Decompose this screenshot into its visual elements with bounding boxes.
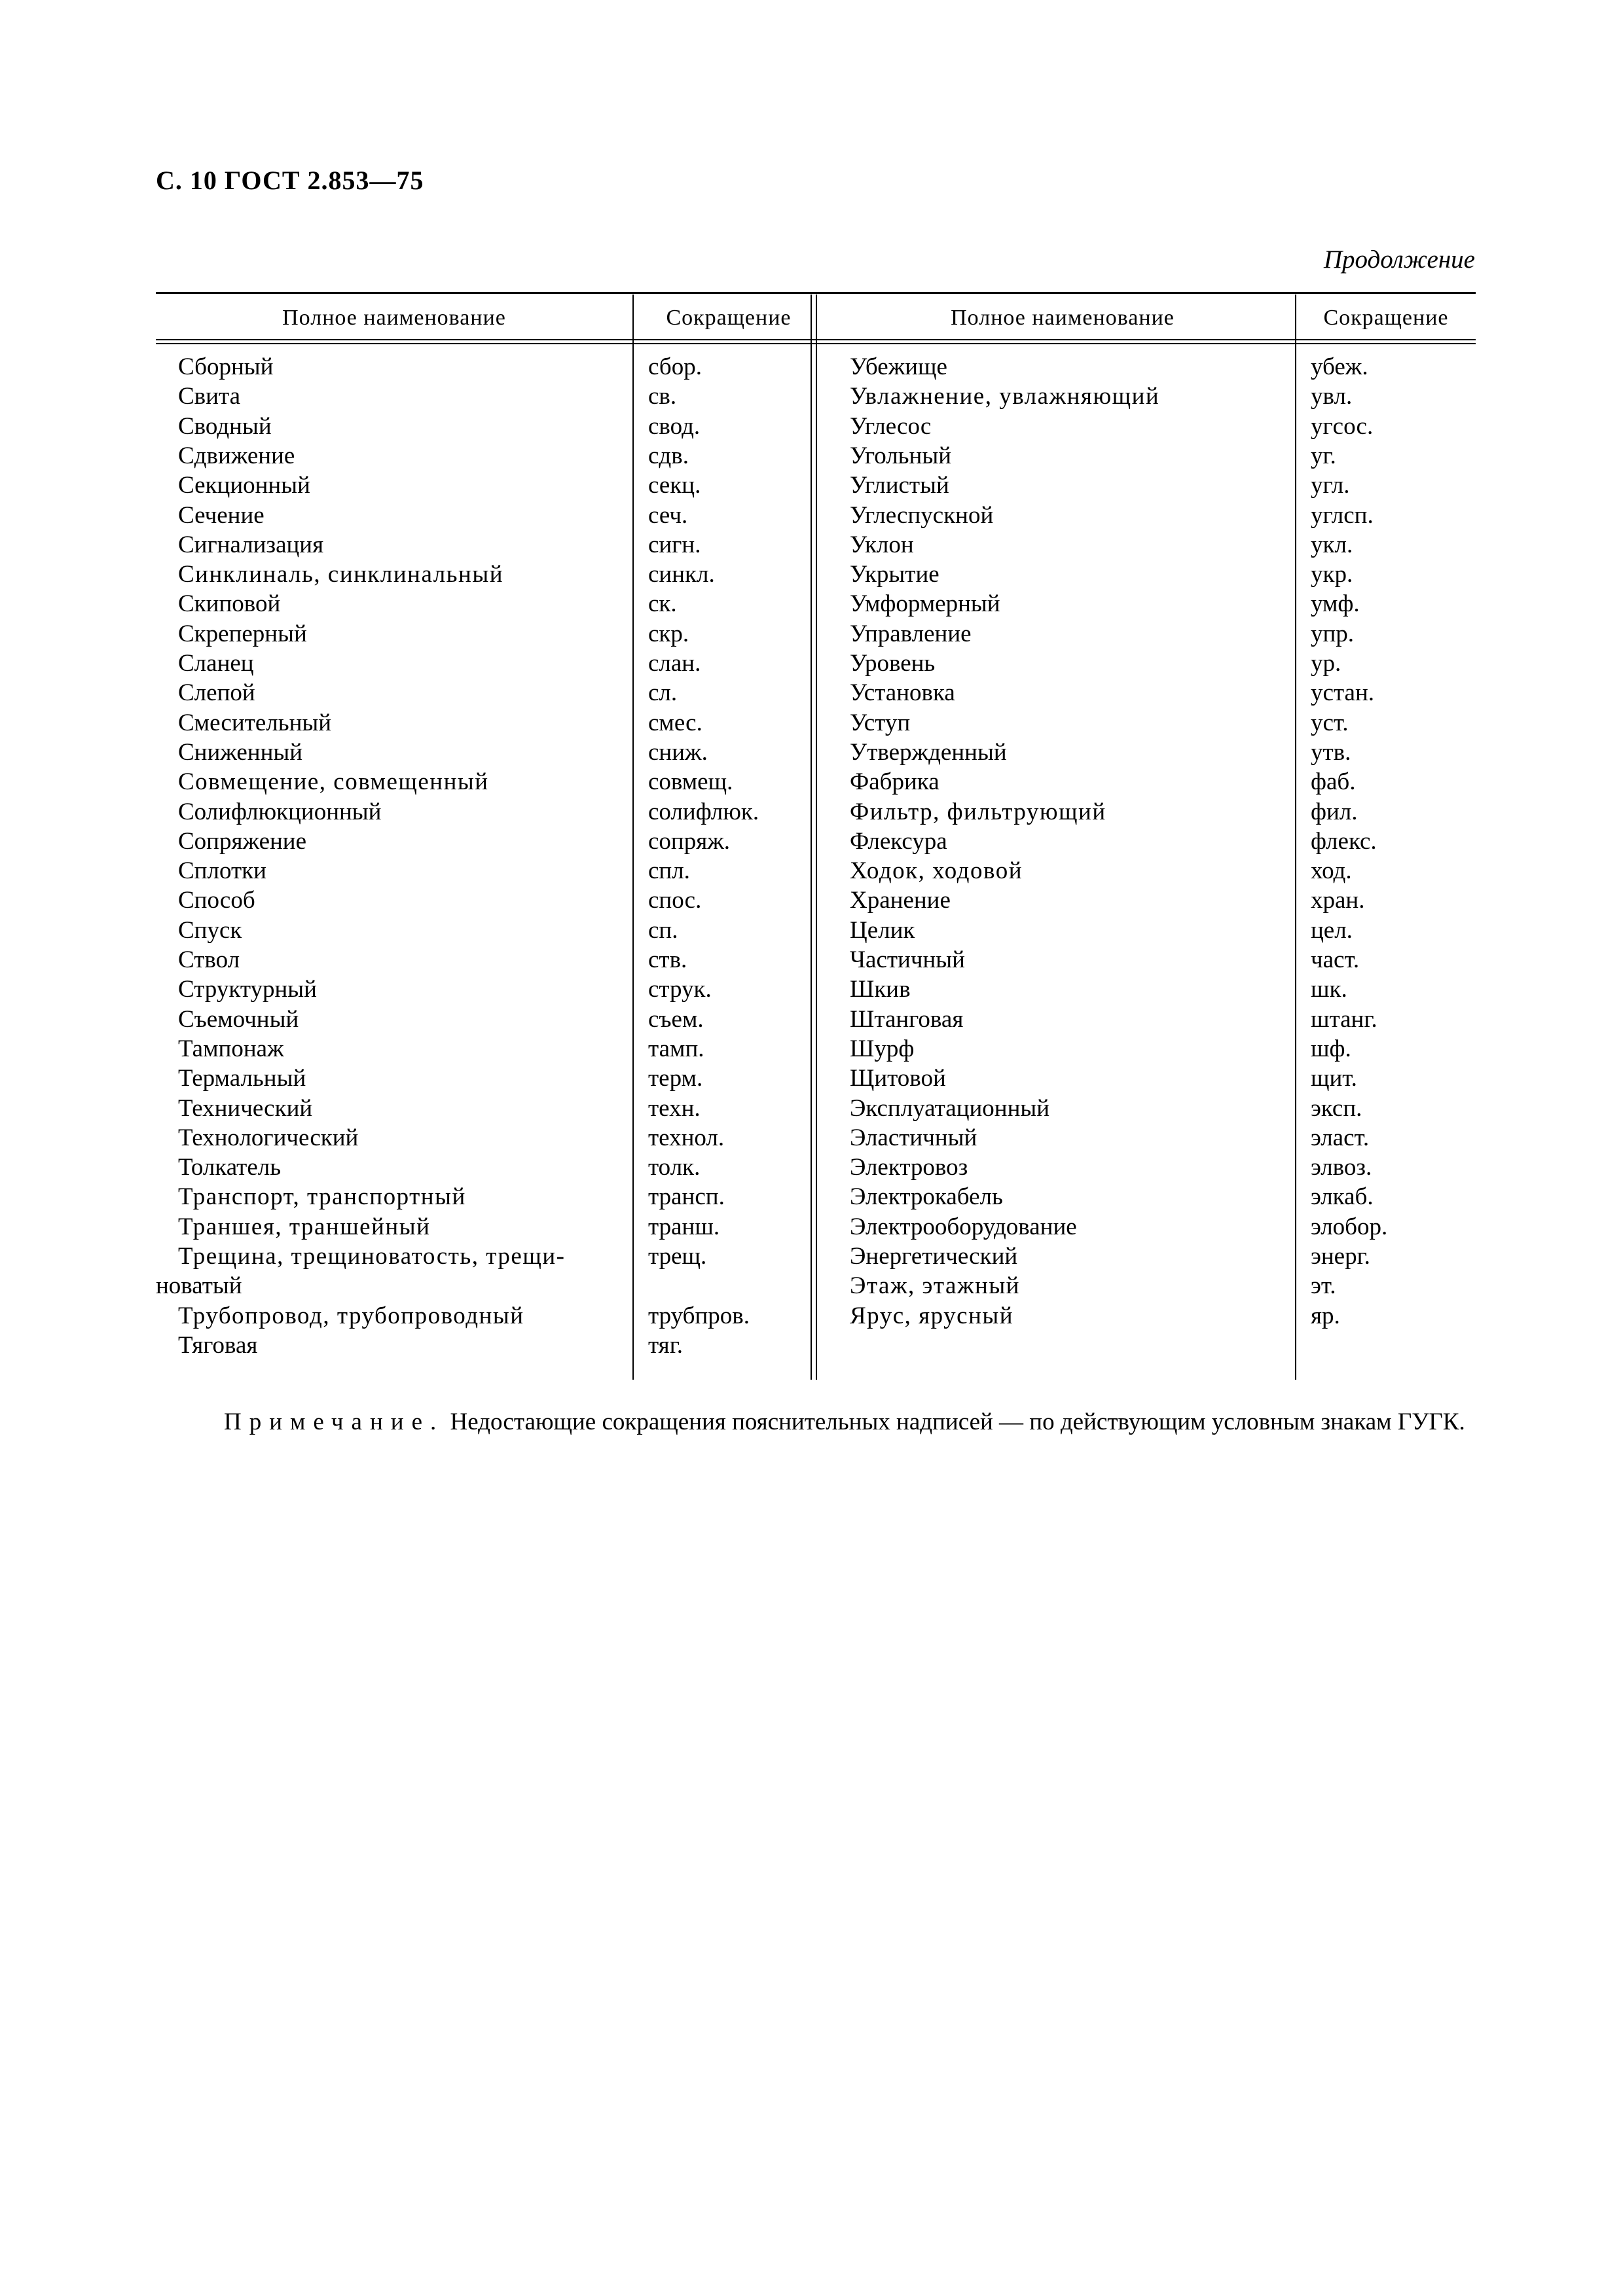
abbreviation-left: тамп. xyxy=(648,1035,704,1062)
full-name-left: Толкатель xyxy=(178,1154,282,1181)
full-name-left: Скиповой xyxy=(178,590,281,618)
abbreviation-left: ств. xyxy=(648,946,687,973)
column-header-abbr-right: Сокращение xyxy=(1323,306,1449,330)
abbreviation-right: флекс. xyxy=(1311,827,1377,855)
full-name-left: Слепой xyxy=(178,679,255,707)
table-row xyxy=(156,827,1476,856)
column-header-full-name-left: Полное наименование xyxy=(282,306,506,330)
table-row xyxy=(156,589,1476,619)
table-row xyxy=(156,856,1476,886)
table-row xyxy=(156,471,1476,500)
column-header-abbr-left: Сокращение xyxy=(666,306,792,330)
abbreviation-left: сп. xyxy=(648,916,678,944)
abbreviation-right: уст. xyxy=(1311,709,1349,736)
abbreviation-right: эксп. xyxy=(1311,1094,1362,1122)
abbreviation-left: ск. xyxy=(648,590,677,618)
full-name-left: Скреперный xyxy=(178,620,307,647)
full-name-left: Съемочный xyxy=(178,1005,299,1033)
full-name-left: Сниженный xyxy=(178,738,303,766)
column-header-full-name-right: Полное наименование xyxy=(951,306,1175,330)
full-name-right: Уклон xyxy=(850,531,914,558)
abbreviation-left: трансп. xyxy=(648,1183,725,1211)
full-name-left: Тампонаж xyxy=(178,1035,284,1062)
abbreviation-left: слан. xyxy=(648,650,701,677)
abbreviation-right: яр. xyxy=(1311,1302,1340,1329)
full-name-left: Трещина, трещиноватость, трещи- xyxy=(178,1243,566,1270)
table-row xyxy=(156,1182,1476,1211)
abbreviation-left: секц. xyxy=(648,472,701,499)
full-name-right: Этаж, этажный xyxy=(850,1272,1020,1300)
full-name-right: Электрооборудование xyxy=(850,1213,1077,1240)
full-name-left: Смесительный xyxy=(178,709,332,736)
abbreviation-left: солифлюк. xyxy=(648,798,759,825)
table-row xyxy=(156,619,1476,649)
table-row xyxy=(156,708,1476,738)
abbreviation-right: угл. xyxy=(1311,472,1350,499)
full-name-right: Электровоз xyxy=(850,1154,968,1181)
full-name-left: Траншея, траншейный xyxy=(178,1213,431,1240)
table-row xyxy=(156,501,1476,530)
full-name-right: Управление xyxy=(850,620,972,647)
abbreviation-left: технол. xyxy=(648,1124,725,1151)
table-row xyxy=(156,945,1476,975)
table-row xyxy=(156,1064,1476,1093)
abbreviation-left: терм. xyxy=(648,1065,703,1092)
abbreviation-right: упр. xyxy=(1311,620,1355,647)
table-row xyxy=(156,1034,1476,1064)
abbreviation-left: сдв. xyxy=(648,442,689,469)
table-row xyxy=(156,441,1476,471)
abbreviation-left: спос. xyxy=(648,887,702,914)
full-name-left: Способ xyxy=(178,887,255,914)
table-row xyxy=(156,1301,1476,1331)
abbreviation-left: сигн. xyxy=(648,531,701,558)
full-name-right: Электрокабель xyxy=(850,1183,1003,1211)
full-name-right: Эксплуатационный xyxy=(850,1094,1050,1122)
full-name-right: Установка xyxy=(850,679,955,707)
full-name-left: Технологический xyxy=(178,1124,359,1151)
full-name-right: Хранение xyxy=(850,887,951,914)
abbreviation-left: сл. xyxy=(648,679,678,707)
full-name-right: Фильтр, фильтрующий xyxy=(850,798,1106,825)
full-name-left: Технический xyxy=(178,1094,313,1122)
abbreviations-table xyxy=(156,292,1476,1382)
full-name-right: Эластичный xyxy=(850,1124,977,1151)
full-name-right: Штанговая xyxy=(850,1005,964,1033)
table-row xyxy=(156,797,1476,827)
abbreviation-right: фаб. xyxy=(1311,768,1356,796)
full-name-left: Свита xyxy=(178,383,240,410)
abbreviation-left: сбор. xyxy=(648,353,702,380)
abbreviation-left: скр. xyxy=(648,620,689,647)
full-name-left: Сланец xyxy=(178,650,254,677)
table-row xyxy=(156,649,1476,678)
abbreviation-left: трещ. xyxy=(648,1243,707,1270)
abbreviation-right: ход. xyxy=(1311,857,1352,885)
full-name-right: Уровень xyxy=(850,650,936,677)
abbreviation-right: устан. xyxy=(1311,679,1375,707)
table-top-rule xyxy=(156,292,1476,294)
abbreviation-right: укл. xyxy=(1311,531,1353,558)
full-name-left: новатый xyxy=(156,1272,242,1300)
full-name-left: Сдвижение xyxy=(178,442,295,469)
abbreviation-left: трубпров. xyxy=(648,1302,750,1329)
full-name-right: Ярус, ярусный xyxy=(850,1302,1014,1329)
abbreviation-right: шк. xyxy=(1311,976,1347,1003)
full-name-left: Ствол xyxy=(178,946,240,973)
continuation-label: Продолжение xyxy=(1323,245,1475,274)
full-name-right: Щитовой xyxy=(850,1065,946,1092)
table-row xyxy=(156,1153,1476,1182)
full-name-right: Увлажнение, увлажняющий xyxy=(850,383,1160,410)
full-name-right: Шурф xyxy=(850,1035,915,1062)
full-name-right: Уступ xyxy=(850,709,911,736)
table-row xyxy=(156,678,1476,708)
table-row xyxy=(156,1123,1476,1153)
full-name-right: Энергетический xyxy=(850,1243,1018,1270)
full-name-left: Сплотки xyxy=(178,857,266,885)
abbreviation-left: струк. xyxy=(648,976,712,1003)
abbreviation-right: элвоз. xyxy=(1311,1154,1372,1181)
full-name-left: Трубопровод, трубопроводный xyxy=(178,1302,524,1329)
full-name-right: Углистый xyxy=(850,472,949,499)
abbreviation-left: сниж. xyxy=(648,738,708,766)
table-row xyxy=(156,767,1476,797)
table-row xyxy=(156,382,1476,411)
abbreviation-left: съем. xyxy=(648,1005,704,1033)
table-row xyxy=(156,1094,1476,1123)
abbreviation-left: толк. xyxy=(648,1154,701,1181)
full-name-right: Убежище xyxy=(850,353,947,380)
abbreviation-left: свод. xyxy=(648,412,701,440)
abbreviation-right: энерг. xyxy=(1311,1243,1370,1270)
full-name-right: Углеспускной xyxy=(850,501,994,529)
abbreviation-right: щит. xyxy=(1311,1065,1357,1092)
abbreviation-left: сеч. xyxy=(648,501,688,529)
abbreviation-right: цел. xyxy=(1311,916,1353,944)
abbreviation-left: св. xyxy=(648,383,677,410)
page-header: С. 10 ГОСТ 2.853—75 xyxy=(156,166,424,195)
abbreviation-left: смес. xyxy=(648,709,702,736)
abbreviation-right: хран. xyxy=(1311,887,1365,914)
abbreviation-right: фил. xyxy=(1311,798,1358,825)
abbreviation-right: эласт. xyxy=(1311,1124,1370,1151)
full-name-right: Укрытие xyxy=(850,561,939,588)
full-name-left: Сигнализация xyxy=(178,531,324,558)
abbreviation-right: част. xyxy=(1311,946,1360,973)
full-name-left: Структурный xyxy=(178,976,317,1003)
full-name-left: Сводный xyxy=(178,412,272,440)
abbreviation-left: совмещ. xyxy=(648,768,733,796)
abbreviation-right: умф. xyxy=(1311,590,1360,618)
abbreviation-left: транш. xyxy=(648,1213,720,1240)
table-row xyxy=(156,1212,1476,1242)
full-name-right: Умформерный xyxy=(850,590,1000,618)
table-row xyxy=(156,1005,1476,1034)
table-row xyxy=(156,412,1476,441)
table-row xyxy=(156,886,1476,915)
full-name-right: Ходок, ходовой xyxy=(850,857,1023,885)
abbreviation-right: штанг. xyxy=(1311,1005,1377,1033)
abbreviation-right: утв. xyxy=(1311,738,1351,766)
full-name-left: Термальный xyxy=(178,1065,306,1092)
abbreviation-right: шф. xyxy=(1311,1035,1351,1062)
table-row xyxy=(156,1331,1476,1360)
full-name-right: Целик xyxy=(850,916,915,944)
abbreviation-right: элкаб. xyxy=(1311,1183,1374,1211)
full-name-left: Сопряжение xyxy=(178,827,307,855)
abbreviation-right: уг. xyxy=(1311,442,1336,469)
table-row xyxy=(156,1242,1476,1271)
full-name-left: Секционный xyxy=(178,472,310,499)
abbreviation-right: элобор. xyxy=(1311,1213,1388,1240)
full-name-left: Солифлюкционный xyxy=(178,798,382,825)
full-name-right: Фабрика xyxy=(850,768,939,796)
table-row xyxy=(156,352,1476,382)
full-name-right: Угольный xyxy=(850,442,952,469)
abbreviation-left: синкл. xyxy=(648,561,715,588)
full-name-left: Сборный xyxy=(178,353,274,380)
abbreviation-left: сопряж. xyxy=(648,827,731,855)
abbreviation-left: спл. xyxy=(648,857,690,885)
full-name-left: Совмещение, совмещенный xyxy=(178,768,489,796)
full-name-right: Частичный xyxy=(850,946,965,973)
table-row xyxy=(156,530,1476,560)
abbreviation-left: техн. xyxy=(648,1094,701,1122)
abbreviation-left: тяг. xyxy=(648,1331,683,1359)
abbreviation-right: углсп. xyxy=(1311,501,1374,529)
abbreviation-right: ур. xyxy=(1311,650,1341,677)
abbreviation-right: увл. xyxy=(1311,383,1353,410)
full-name-left: Сечение xyxy=(178,501,264,529)
note-text: Недостающие сокращения пояснительных надписей — по действующим условным знакам ГУГК. xyxy=(450,1408,1465,1435)
table-row xyxy=(156,916,1476,945)
abbreviation-right: укр. xyxy=(1311,561,1353,588)
note xyxy=(156,1407,1476,1437)
table-row xyxy=(156,975,1476,1004)
note-label: Примечание. xyxy=(224,1408,445,1435)
full-name-right: Углесос xyxy=(850,412,932,440)
abbreviation-right: эт. xyxy=(1311,1272,1336,1300)
table-row xyxy=(156,738,1476,767)
full-name-left: Транспорт, транспортный xyxy=(178,1183,466,1211)
full-name-left: Спуск xyxy=(178,916,242,944)
full-name-right: Флексура xyxy=(850,827,947,855)
abbreviation-right: убеж. xyxy=(1311,353,1368,380)
full-name-left: Тяговая xyxy=(178,1331,258,1359)
full-name-right: Утвержденный xyxy=(850,738,1007,766)
full-name-right: Шкив xyxy=(850,976,911,1003)
table-row xyxy=(156,560,1476,589)
table-row xyxy=(156,1271,1476,1300)
abbreviation-right: угсос. xyxy=(1311,412,1374,440)
full-name-left: Синклиналь, синклинальный xyxy=(178,561,504,588)
